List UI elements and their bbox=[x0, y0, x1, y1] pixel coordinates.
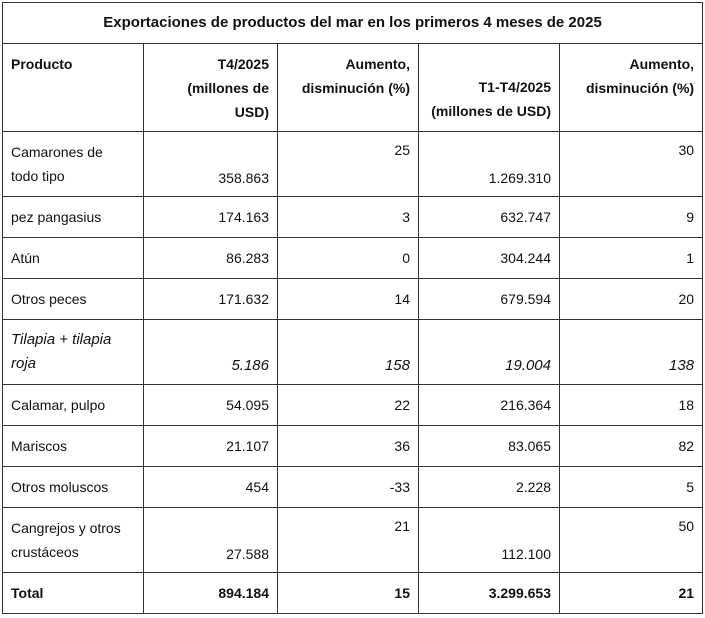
exports-table bbox=[2, 2, 703, 614]
row-pct1: 3 bbox=[278, 197, 419, 238]
row-t1t4: 1.269.310 bbox=[419, 132, 560, 197]
row-t4: 86.283 bbox=[144, 238, 278, 279]
table-row bbox=[3, 426, 703, 467]
table-title: Exportaciones de productos del mar en los primeros 4 meses de 2025 bbox=[3, 3, 703, 44]
row-product-line1: Cangrejos y otros bbox=[11, 520, 121, 536]
header-aumento-1-line2: disminución (%) bbox=[301, 80, 410, 96]
row-t4: 5.186 bbox=[144, 320, 278, 385]
header-t1t4-line1: T1-T4/2025 bbox=[478, 79, 551, 95]
row-t1t4: 216.364 bbox=[419, 385, 560, 426]
row-pct2: 1 bbox=[560, 238, 703, 279]
total-t4: 894.184 bbox=[144, 573, 278, 614]
row-t4: 171.632 bbox=[144, 279, 278, 320]
row-product bbox=[3, 320, 144, 385]
row-t1t4: 2.228 bbox=[419, 467, 560, 508]
row-pct1: 158 bbox=[278, 320, 419, 385]
header-t1t4 bbox=[419, 44, 560, 132]
row-pct2: 5 bbox=[560, 467, 703, 508]
row-t4: 358.863 bbox=[144, 132, 278, 197]
row-product bbox=[3, 508, 144, 573]
row-t1t4: 83.065 bbox=[419, 426, 560, 467]
row-pct2: 18 bbox=[560, 385, 703, 426]
row-pct2: 9 bbox=[560, 197, 703, 238]
header-t1t4-line2: (millones de USD) bbox=[431, 103, 551, 119]
row-pct1: 25 bbox=[278, 132, 419, 197]
row-t1t4: 304.244 bbox=[419, 238, 560, 279]
table-row bbox=[3, 508, 703, 573]
table-row bbox=[3, 279, 703, 320]
table-row bbox=[3, 132, 703, 197]
row-pct1: 36 bbox=[278, 426, 419, 467]
row-t1t4: 19.004 bbox=[419, 320, 560, 385]
row-product: Mariscos bbox=[3, 426, 144, 467]
table-row bbox=[3, 197, 703, 238]
row-pct2: 20 bbox=[560, 279, 703, 320]
header-producto-label: Producto bbox=[11, 56, 73, 72]
row-product bbox=[3, 132, 144, 197]
row-pct2: 50 bbox=[560, 508, 703, 573]
header-producto bbox=[3, 44, 144, 132]
row-t1t4: 632.747 bbox=[419, 197, 560, 238]
row-product-line2: roja bbox=[11, 355, 37, 372]
row-product-line2: todo tipo bbox=[11, 168, 65, 184]
row-product: Calamar, pulpo bbox=[3, 385, 144, 426]
row-t4: 27.588 bbox=[144, 508, 278, 573]
total-pct2: 21 bbox=[560, 573, 703, 614]
total-row bbox=[3, 573, 703, 614]
header-aumento-1 bbox=[278, 44, 419, 132]
row-pct1: -33 bbox=[278, 467, 419, 508]
row-product: Otros peces bbox=[3, 279, 144, 320]
title-row bbox=[3, 3, 703, 44]
row-product-line1: Tilapia + tilapia bbox=[11, 331, 112, 348]
row-product: pez pangasius bbox=[3, 197, 144, 238]
header-aumento-1-line1: Aumento, bbox=[345, 56, 410, 72]
row-t4: 54.095 bbox=[144, 385, 278, 426]
row-pct1: 22 bbox=[278, 385, 419, 426]
row-product: Otros moluscos bbox=[3, 467, 144, 508]
header-t4 bbox=[144, 44, 278, 132]
row-pct1: 21 bbox=[278, 508, 419, 573]
row-t4: 174.163 bbox=[144, 197, 278, 238]
header-aumento-2-line1: Aumento, bbox=[629, 56, 695, 72]
header-aumento-2 bbox=[560, 44, 703, 132]
row-t1t4: 679.594 bbox=[419, 279, 560, 320]
row-t4: 454 bbox=[144, 467, 278, 508]
row-pct2: 82 bbox=[560, 426, 703, 467]
total-label: Total bbox=[3, 573, 144, 614]
row-pct1: 0 bbox=[278, 238, 419, 279]
total-t1t4: 3.299.653 bbox=[419, 573, 560, 614]
header-aumento-2-line2: disminución (%) bbox=[585, 80, 695, 96]
row-pct2: 138 bbox=[560, 320, 703, 385]
row-product-line1: Camarones de bbox=[11, 144, 103, 160]
total-pct1: 15 bbox=[278, 573, 419, 614]
header-t4-line2: (millones de bbox=[187, 80, 269, 96]
row-product-line2: crustáceos bbox=[11, 544, 79, 560]
row-product: Atún bbox=[3, 238, 144, 279]
table-row bbox=[3, 385, 703, 426]
row-pct2: 30 bbox=[560, 132, 703, 197]
table-row bbox=[3, 320, 703, 385]
row-pct1: 14 bbox=[278, 279, 419, 320]
header-t4-line1: T4/2025 bbox=[217, 56, 269, 72]
header-t4-line3: USD) bbox=[234, 104, 269, 120]
row-t4: 21.107 bbox=[144, 426, 278, 467]
header-row bbox=[3, 44, 703, 132]
table-row bbox=[3, 467, 703, 508]
row-t1t4: 112.100 bbox=[419, 508, 560, 573]
table-row bbox=[3, 238, 703, 279]
